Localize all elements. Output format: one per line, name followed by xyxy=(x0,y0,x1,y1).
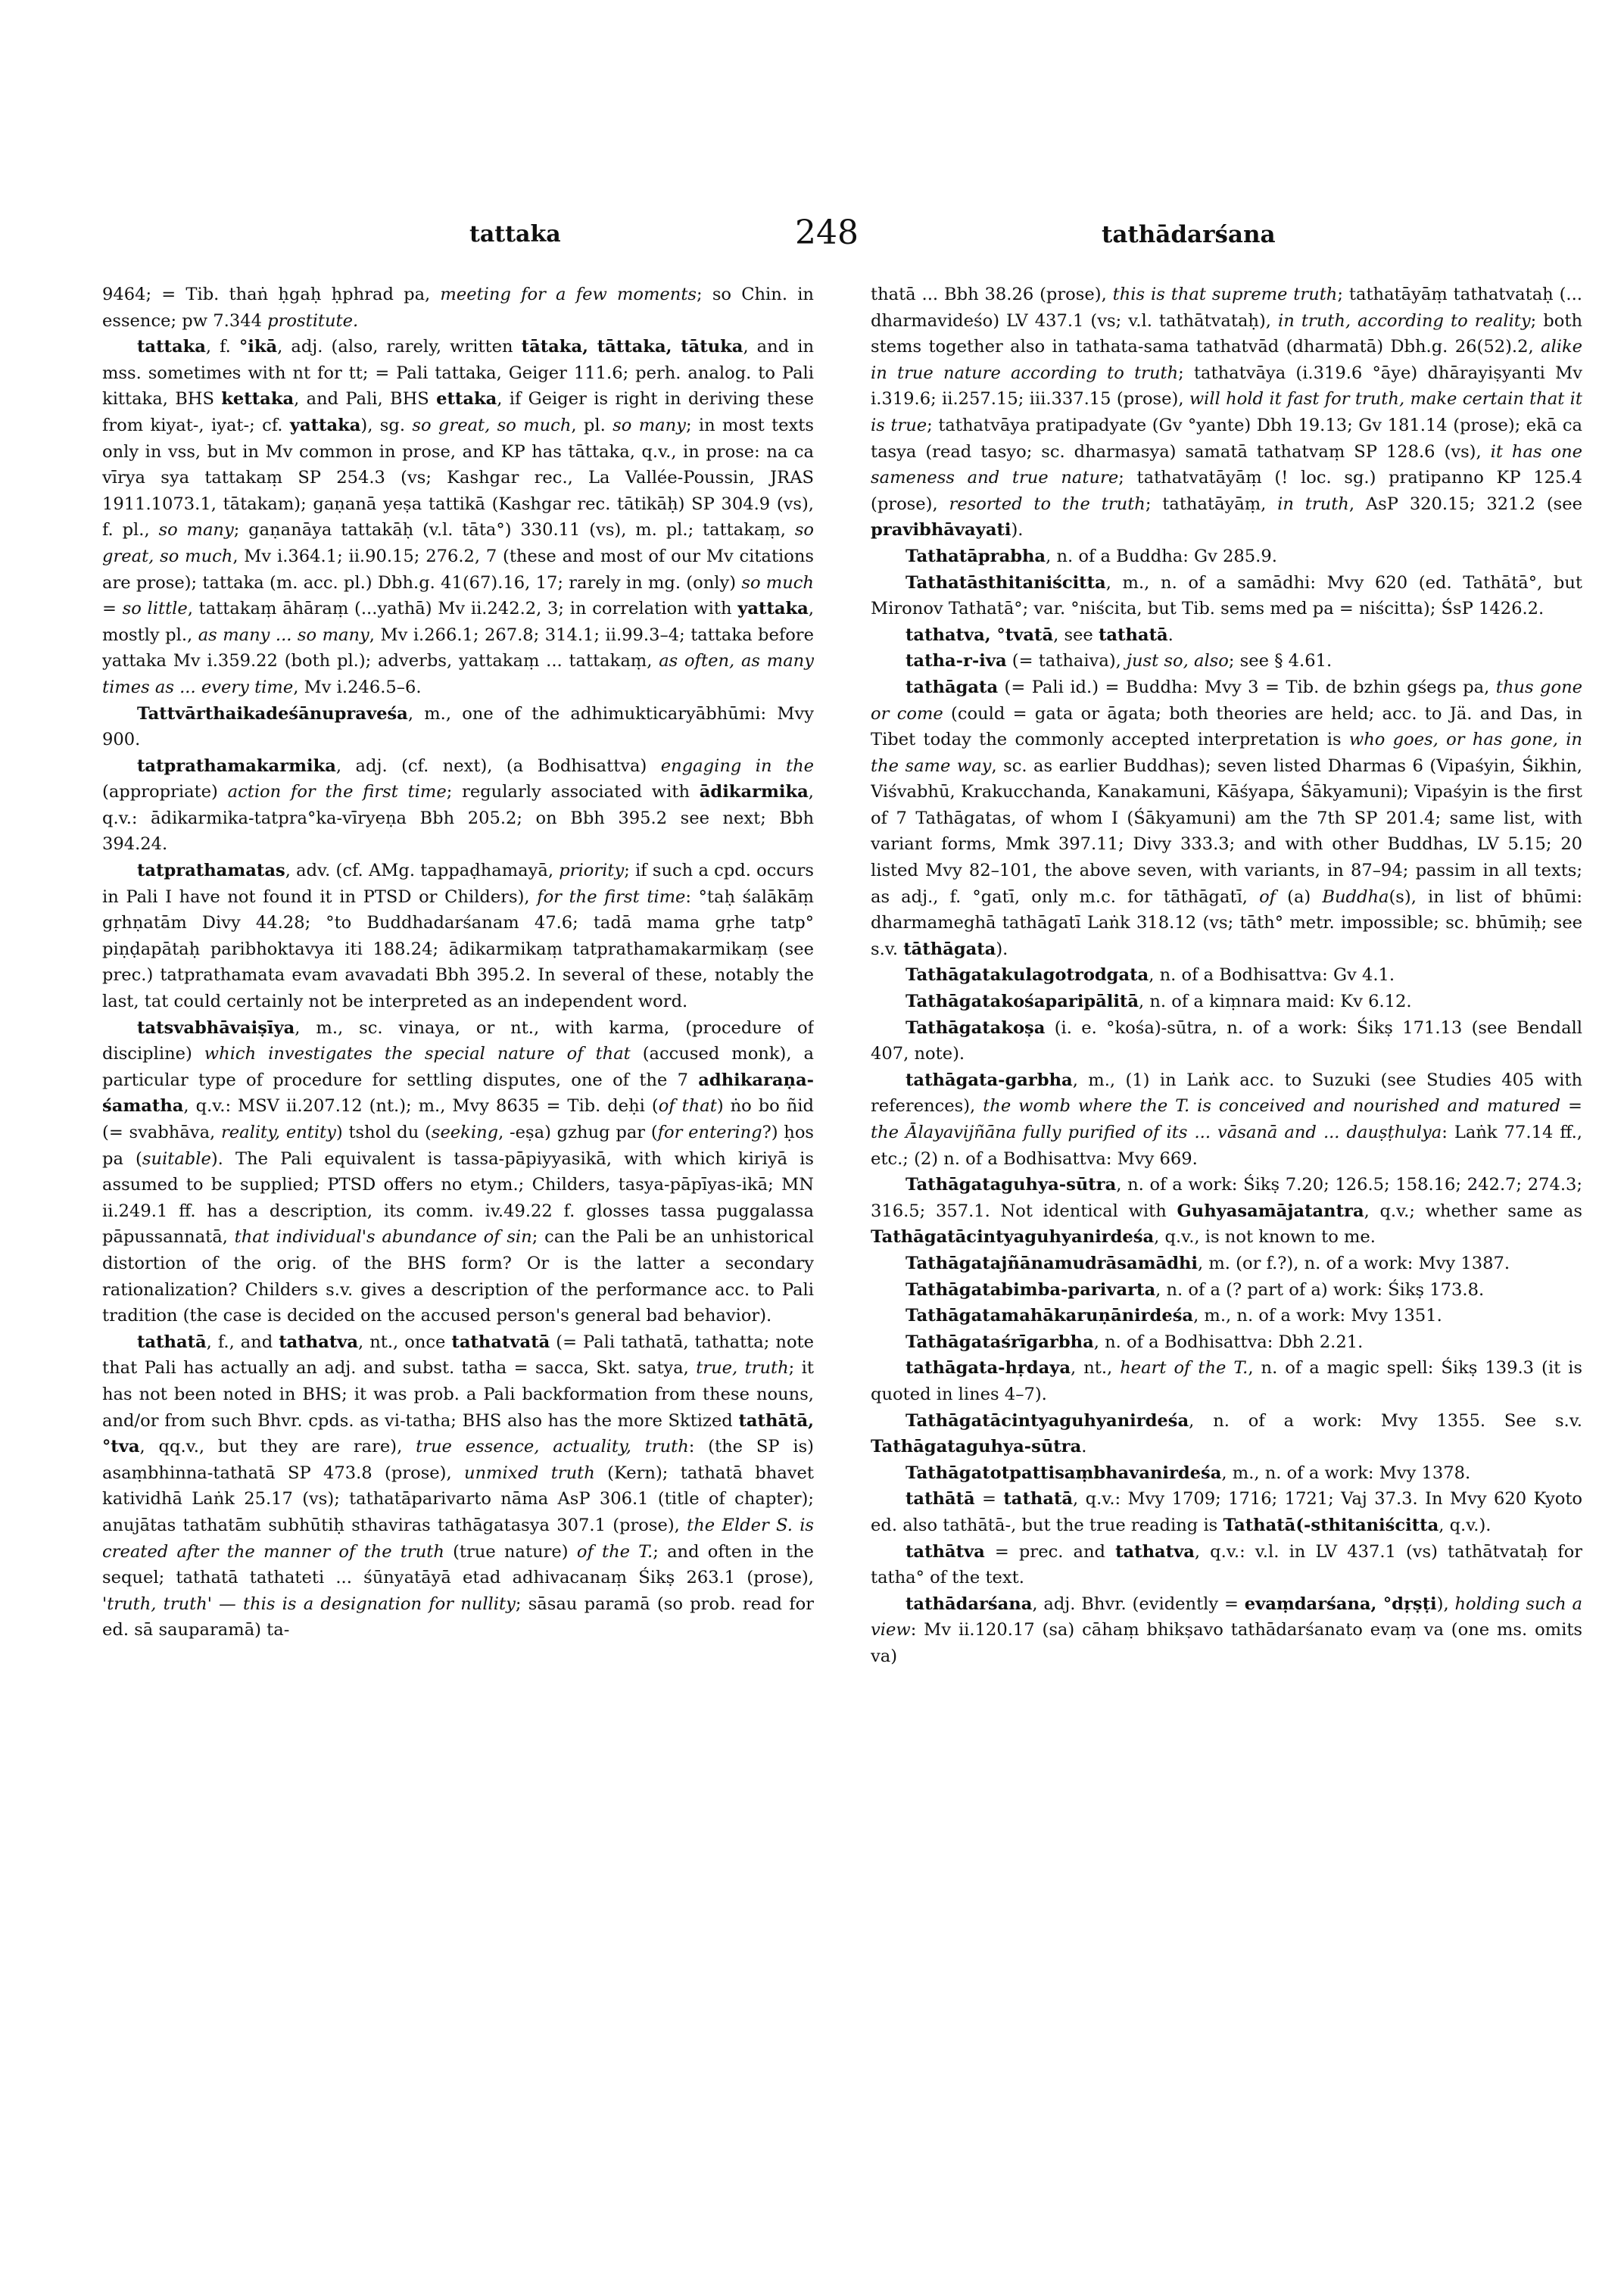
headword: tatha-r-iva xyxy=(906,651,1007,671)
entry-text: , Mv i.364.1; ii.90.15; 276.2, 7 (these and most of our Mv citations are prose); tattaka (m. acc. pl.) Dbh.g. 41(67).16, 17; rarely in mg. (only) xyxy=(102,546,814,593)
gloss: which investigates the special nature of that xyxy=(204,1044,631,1064)
entry-text: (true nature) xyxy=(444,1541,577,1562)
dictionary-entry xyxy=(871,675,1582,963)
gloss: unmixed truth xyxy=(464,1463,595,1483)
headword: Tathāgataguhya-sūtra xyxy=(871,1437,1082,1457)
entry-text: (Kern); tathatā bhavet katividhā Laṅk 25.17 (vs); tathatāparivarto nāma AsP 306.1 (title of chapter); anujātas tathatām subhūtiḥ sthaviras tathāgatasya 307.1 (prose), xyxy=(102,1463,814,1535)
entry-text: , n. of a (? part of a) work: Śikṣ 173.8. xyxy=(1155,1279,1485,1300)
gloss: so many xyxy=(613,415,686,435)
headword: tathatā xyxy=(1098,625,1168,645)
entry-text: ) tshol du ( xyxy=(335,1123,432,1142)
page-number: 248 xyxy=(795,213,859,252)
headword: tathatva xyxy=(279,1332,359,1352)
gloss: thus gone or come xyxy=(871,677,1582,724)
entry-text: ), sg. xyxy=(360,415,413,435)
gloss: of that xyxy=(658,1096,717,1117)
gloss: 'truth, truth' — this is a designation for nullity xyxy=(102,1594,516,1614)
dictionary-entry xyxy=(871,1591,1582,1670)
dictionary-entry xyxy=(102,1329,814,1643)
dictionary-entry xyxy=(871,1460,1582,1487)
dictionary-entry xyxy=(871,1067,1582,1172)
entry-text: , n. of a Bodhisattva: Dbh 2.21. xyxy=(1093,1332,1364,1352)
headword: tathāgata xyxy=(906,677,999,697)
entry-text: , qq.v., but they are rare), xyxy=(139,1437,416,1457)
entry-text: (= Pali tathatā, tathatta; note that Pali has actually an adj. and subst. tatha = sacca, Skt. satya, xyxy=(102,1332,814,1379)
gloss: reality, entity xyxy=(220,1123,336,1142)
entry-text: ; gaṇanāya tattakāḥ (v.l. tāta°) 330.11 (vs), m. pl.; tattakaṃ, xyxy=(233,520,795,541)
gloss: resorted to the truth xyxy=(949,494,1146,514)
headword: Tathāgatācintyaguhyanirdeśa xyxy=(871,1227,1155,1248)
right-column xyxy=(871,282,1582,2220)
gloss: so great, so much xyxy=(102,520,814,566)
entry-text: , n. of a kiṃnara maid: Kv 6.12. xyxy=(1139,992,1412,1012)
entry-text: , m., sc. vinaya, or nt., with karma, (procedure of discipline) xyxy=(102,1017,814,1064)
gloss: seeking xyxy=(431,1123,499,1142)
entry-text: . xyxy=(1167,625,1174,645)
gloss: true, truth xyxy=(696,1358,789,1379)
entry-text: ). The Pali equivalent is tassa-pāpiyyasikā, with which kiriyā is assumed to be supplied; PTSD offers no etym.; Childers, tasya-pāpīyas-ikā; MN ii.249.1 ff. has a description, its comm. iv.49.22 f. glosses tassa puggalassa pāpussannatā, xyxy=(102,1148,814,1248)
entry-text: , f. xyxy=(205,337,239,357)
dictionary-entry xyxy=(871,1539,1582,1591)
gloss: action for the first time xyxy=(227,782,447,802)
headword: evaṃdarśana, °dṛṣṭi xyxy=(1244,1594,1437,1614)
headword: Guhyasamājatantra xyxy=(1177,1201,1364,1221)
gloss: who goes, or has gone, in the same way xyxy=(871,730,1582,776)
gloss: engaging in the xyxy=(660,756,814,776)
headword: tathādarśana xyxy=(906,1594,1033,1614)
dictionary-entry xyxy=(102,334,814,700)
dictionary-entry xyxy=(871,544,1582,570)
dictionary-entry xyxy=(871,1015,1582,1067)
entry-text: , q.v.: Mvy 1709; 1716; 1721; Vaj 37.3. In Mvy 620 Kyoto ed. also tathātā-, but the true reading is xyxy=(871,1489,1582,1535)
gloss: for the first time xyxy=(537,886,686,907)
entry-text: ; tathatāyāṃ tathatvataḥ (... dharmavideśo) LV 437.1 (vs; v.l. tathātvataḥ), xyxy=(871,285,1582,331)
headword: tathatva xyxy=(1115,1541,1195,1562)
entry-text: , Mv i.266.1; 267.8; 314.1; ii.99.3–4; tattaka before yattaka Mv i.359.22 (both pl.); adverbs, yattakaṃ ... tattakaṃ, xyxy=(102,625,814,671)
headword: tathatā xyxy=(1003,1489,1074,1509)
entry-text: ) ṅo bo ñid (= svabhāva, xyxy=(102,1096,814,1142)
entry-text: , adj. (also, rarely, written xyxy=(277,337,522,357)
gloss: of the T. xyxy=(576,1541,653,1562)
entry-text: , m., n. of a work: Mvy 1351. xyxy=(1193,1306,1442,1326)
headword: tathāgata-garbha xyxy=(906,1070,1073,1090)
entry-text: , adj. Bhvr. (evidently = xyxy=(1032,1594,1245,1614)
headword: Tathāgatakośaparipālitā xyxy=(906,992,1139,1012)
entry-text: , m., one of the adhimukticaryābhūmi: Mvy 900. xyxy=(102,703,814,750)
entry-text: ; both stems together also in tathata-sama tathatvād (dharmatā) Dbh.g. 26(52).2, xyxy=(871,310,1582,357)
gloss: in truth, according to reality xyxy=(1278,310,1531,331)
dictionary-entry xyxy=(871,962,1582,989)
entry-text: 9464; = Tib. thaṅ ḥgaḥ ḥphrad pa, xyxy=(102,285,441,304)
entry-text: , nt., xyxy=(1071,1358,1121,1379)
entry-text: (= tathaiva), xyxy=(1006,651,1127,671)
entry-text: thatā ... Bbh 38.26 (prose), xyxy=(871,285,1113,304)
dictionary-entry xyxy=(871,622,1582,649)
headword: Tattvārthaikadeśānupraveśa xyxy=(137,703,408,724)
entry-text: , pl. xyxy=(571,415,613,435)
entry-text: ; regularly associated with xyxy=(446,782,700,802)
running-head-right: tathādarśana xyxy=(1102,221,1276,248)
headword: Tathatāsthitaniścitta xyxy=(906,572,1106,593)
dictionary-entry xyxy=(871,1277,1582,1304)
entry-text: , n. of a work: Mvy 1355. See s.v. xyxy=(1189,1410,1582,1431)
entry-text: , nt., once xyxy=(358,1332,452,1352)
entry-text: , f., and xyxy=(206,1332,279,1352)
headword: tāthāgata xyxy=(903,939,996,959)
gloss: will hold it fast for truth, make certain that it is true xyxy=(871,389,1582,435)
gloss: as often, as many times as ... every time xyxy=(102,651,814,697)
entry-text: = prec. and xyxy=(984,1541,1116,1562)
entry-text: ; it has not been noted in BHS; it was prob. a Pali backformation from these nouns, and/or from such Bhvr. cpds. as vi-tatha; BHS also has the more Sktized xyxy=(102,1358,814,1431)
gloss: the Elder S. is created after the manner of the truth xyxy=(102,1515,814,1562)
entry-text: , n. of a Buddha: Gv 285.9. xyxy=(1046,546,1277,566)
gloss: Buddha xyxy=(1322,886,1389,907)
entry-text: , m. (or f.?), n. of a work: Mvy 1387. xyxy=(1198,1253,1510,1273)
entry-text: , n. of a magic spell: Śikṣ 139.3 (it is quoted in lines 4–7). xyxy=(871,1358,1582,1404)
gloss: in truth xyxy=(1277,494,1349,514)
headword: tattaka xyxy=(137,337,206,357)
headword: Tathatā(-sthitaniścitta xyxy=(1223,1515,1439,1535)
entry-text: , q.v.: MSV ii.207.12 (nt.); m., Mvy 8635 = Tib. deḥi ( xyxy=(183,1096,659,1117)
gloss: that individual's abundance of sin xyxy=(234,1227,532,1248)
left-column xyxy=(102,282,814,2220)
entry-text: ; tathatvatāyāṃ (! loc. sg.) pratipanno KP 125.4 (prose), xyxy=(871,468,1582,514)
entry-text: , see xyxy=(1053,625,1099,645)
entry-text: = xyxy=(974,1489,1004,1509)
entry-text: ; in most texts only in vss, but in Mv common in prose, and KP has tāttaka, q.v., in prose: na ca vīrya sya tattakaṃ SP 254.3 (vs; Kashgar rec., La Vallée-Poussin, JRAS 1911.1073.1, tātakam); gaṇanā yeṣa tattikā (Kashgar rec. tātikāḥ) SP 304.9 (vs), f. pl., xyxy=(102,415,814,541)
headword: kettaka xyxy=(221,389,295,410)
entry-text: : Laṅk 77.14 ff., etc.; (2) n. of a Bodhisattva: Mvy 669. xyxy=(871,1123,1582,1169)
entry-text: . xyxy=(1081,1437,1087,1457)
entry-text: , Mv i.246.5–6. xyxy=(293,677,422,697)
dictionary-entry xyxy=(871,570,1582,622)
continued-entry xyxy=(871,282,1582,544)
dictionary-entry xyxy=(871,989,1582,1015)
headword: pravibhāvayati xyxy=(871,520,1011,541)
dictionary-entry xyxy=(871,1355,1582,1407)
gloss: holding such a view xyxy=(871,1594,1582,1640)
gloss: just so, also xyxy=(1127,651,1229,671)
headword: tātaka, tāttaka, tātuka xyxy=(521,337,743,357)
entry-text: , adv. (cf. AMg. tappaḍhamayā, xyxy=(285,861,560,881)
entry-text: ; sāsau paramā (so prob. read for ed. sā sauparamā) ta- xyxy=(102,1594,814,1640)
headword: tatprathamakarmika xyxy=(137,756,336,776)
gloss: of xyxy=(1259,886,1276,907)
running-head-left: tattaka xyxy=(469,221,561,248)
headword: tathātā xyxy=(906,1489,975,1509)
headword: tatsvabhāvaiṣīya xyxy=(137,1017,295,1038)
entry-text: ; see § 4.61. xyxy=(1228,651,1333,671)
dictionary-entry xyxy=(871,1486,1582,1538)
gloss: so many xyxy=(158,520,234,541)
gloss: for entering xyxy=(657,1123,762,1142)
gloss: so much = so little xyxy=(102,572,814,619)
entry-text: ; tathatāyāṃ, xyxy=(1145,494,1278,514)
headword: yattaka xyxy=(737,599,809,619)
entry-text: ). xyxy=(1011,520,1024,541)
headword: adhikaraṇa-śamatha xyxy=(102,1070,814,1117)
headword: tatprathamatas xyxy=(137,861,285,881)
entry-text: , n. of a Bodhisattva: Gv 4.1. xyxy=(1149,965,1395,986)
headword: Tathāgataguhya-sūtra xyxy=(906,1175,1117,1195)
dictionary-entry xyxy=(871,1303,1582,1329)
headword: Tathāgatācintyaguhyanirdeśa xyxy=(906,1410,1189,1431)
headword: Tathāgatamahākaruṇānirdeśa xyxy=(906,1306,1194,1326)
entry-text: ). xyxy=(996,939,1008,959)
dictionary-entry xyxy=(102,1015,814,1329)
entry-text: , and in mss. sometimes with nt for tt; = Pali tattaka, Geiger 111.6; perh. analog. to Pali kittaka, BHS xyxy=(102,337,814,410)
entry-text: (s), in list of bhūmi: dharmameghā tathāgatī Laṅk 318.12 (vs; tāth° metr. impossible; sc. bhūmiḥ; see s.v. xyxy=(871,886,1582,959)
dictionary-entry xyxy=(871,1329,1582,1356)
entry-text: ; so Chin. in essence; pw 7.344 xyxy=(102,285,814,331)
headword: °ikā xyxy=(238,337,278,357)
dictionary-entry xyxy=(102,701,814,753)
entry-text: ; tathatvāya (i.319.6 °āye) dhārayiṣyanti Mv i.319.6; ii.257.15; iii.337.15 (prose), xyxy=(871,363,1582,410)
entry-text: , m., (1) in Laṅk acc. to Suzuki (see Studies 405 with references), xyxy=(871,1070,1582,1117)
entry-text: (accused monk), a particular type of procedure for settling disputes, one of the 7 xyxy=(102,1044,814,1090)
headword: Tathāgatakulagotrodgata xyxy=(906,965,1149,986)
entry-text: ; and often in the sequel; tathatā tathateti ... śūnyatāyā etad adhivacanaṃ Śikṣ 263.1 (prose), xyxy=(102,1541,814,1588)
headword: ādikarmika xyxy=(699,782,809,802)
dictionary-entry xyxy=(102,753,814,858)
headword: Tathatāprabha xyxy=(906,546,1046,566)
entry-text: , n. of a work: Śikṣ 7.20; 126.5; 158.16; 242.7; 274.3; 316.5; 357.1. Not identical with xyxy=(871,1175,1582,1221)
headword: yattaka xyxy=(289,415,361,435)
gloss: prostitute. xyxy=(267,310,359,331)
entry-text: : Mv ii.120.17 (sa) cāhaṃ bhikṣavo tathādarśanato evaṃ va (one ms. omits va) xyxy=(871,1620,1582,1666)
entry-text: , mostly pl., xyxy=(102,599,814,645)
headword: tathatva, °tvatā xyxy=(906,625,1054,645)
entry-text: ?) ḥos pa ( xyxy=(102,1123,814,1169)
entry-text: ; tathatvāya pratipadyate (Gv °yante) Dbh 19.13; Gv 181.14 (prose); ekā ca tasya (read tasyo; sc. dharmasya) samatā tathatvaṃ SP 128.6 (vs), xyxy=(871,415,1582,462)
headword: tathāgata-hṛdaya xyxy=(906,1358,1071,1379)
gloss: alike in true nature according to truth xyxy=(871,337,1582,383)
headword: Tathāgatotpattisaṃbhavanirdeśa xyxy=(906,1463,1222,1483)
headword: tathātva xyxy=(906,1541,985,1562)
entry-text: , AsP 320.15; 321.2 (see xyxy=(1348,494,1582,514)
entry-text: (= Pali id.) = Buddha: Mvy 3 = Tib. de bzhin gśegs pa, xyxy=(998,677,1496,697)
entry-text: , m., n. of a work: Mvy 1378. xyxy=(1221,1463,1471,1483)
entry-text: , and Pali, BHS xyxy=(294,389,437,410)
entry-text: ), xyxy=(1436,1594,1455,1614)
headword: Tathāgatajñānamudrāsamādhi xyxy=(906,1253,1199,1273)
gloss: true essence, actuality, truth xyxy=(416,1437,689,1457)
entry-text: , q.v.: ādikarmika-tatpra°ka-vīryeṇa Bbh 205.2; on Bbh 395.2 see next; Bbh 394.24. xyxy=(102,782,814,855)
entry-text: ; if such a cpd. occurs in Pali I have not found it in PTSD or Childers), xyxy=(102,861,814,907)
entry-text: (could = gata or āgata; both theories are held; acc. to Jä. and Das, in Tibet today the commonly accepted interpretation is xyxy=(871,703,1582,750)
gloss: the womb where the T. is conceived and nourished and matured = the Ālayavijñāna fully purified of its ... vāsanā and ... dauṣṭhulya xyxy=(871,1096,1582,1142)
gloss: suitable xyxy=(142,1148,211,1169)
gloss: this is that supreme truth xyxy=(1112,285,1338,304)
dictionary-entry xyxy=(102,858,814,1015)
gloss: heart of the T. xyxy=(1120,1358,1248,1379)
entry-text: , adj. (cf. next), (a Bodhisattva) xyxy=(335,756,661,776)
entry-text: ; can the Pali be an unhistorical distortion of the orig. of the BHS form? Or is the latter a secondary rationalization? Childers s.v. gives a description of the performance acc. to Pali tradition (the case is decided on the accused person's general bad behavior). xyxy=(102,1227,814,1326)
entry-text: , q.v.: v.l. in LV 437.1 (vs) tathātvataḥ for tatha° of the text. xyxy=(871,1541,1582,1588)
dictionary-entry xyxy=(871,648,1582,675)
dictionary-entry xyxy=(871,1172,1582,1251)
headword: tathātā, °tva xyxy=(102,1410,814,1457)
gloss: priority xyxy=(559,861,625,881)
gloss: as many ... so many xyxy=(198,625,369,645)
headword: Tathāgatabimba-parivarta xyxy=(906,1279,1156,1300)
continued-entry xyxy=(102,282,814,334)
entry-text: , if Geiger is right in deriving these from kiyat-, iyat-; cf. xyxy=(102,389,814,435)
gloss: meeting for a few moments xyxy=(440,285,697,304)
entry-text: (a) xyxy=(1276,886,1323,907)
entry-text: , -eṣa) gzhug par ( xyxy=(498,1123,658,1142)
entry-text: , q.v., is not known to me. xyxy=(1154,1227,1376,1248)
entry-text: , sc. as earlier Buddhas); seven listed Dharmas 6 (Vipaśyin, Śikhin, Viśvabhū, Krakucchanda, Kanakamuni, Kāśyapa, Śākyamuni); Vipaśyin is the first of 7 Tathāgatas, of whom I (Śākyamuni) am the 7th SP 201.4; same list, with variant forms, Mmk 397.11; Divy 333.3; and with other Buddhas, LV 5.15; 20 listed Mvy 82–101, the above seven, with variants, in 87–94; passim in all texts; as adj., f. °gatī, only m.c. for tāthāgatī, xyxy=(871,756,1582,907)
entry-text: , q.v.). xyxy=(1439,1515,1492,1535)
headword: Tathāgataśrīgarbha xyxy=(906,1332,1094,1352)
dictionary-entry xyxy=(871,1408,1582,1460)
dictionary-entry xyxy=(871,1251,1582,1277)
entry-text: (appropriate) xyxy=(102,782,228,802)
entry-text: , q.v.; whether same as xyxy=(1364,1201,1582,1221)
headword: tathatā xyxy=(137,1332,207,1352)
entry-text: , m., n. of a samādhi: Mvy 620 (ed. Tathātā°, but Mironov Tathatā°; var. °niścita, but Tib. sems med pa = niścitta); ŚsP 1426.2. xyxy=(871,572,1582,619)
gloss: so great, so much xyxy=(412,415,572,435)
entry-text: : (the SP is) asaṃbhinna-tathatā SP 473.8 (prose), xyxy=(102,1437,814,1483)
entry-text: : °taḥ śalākāṃ gṛhṇatām Divy 44.28; °to Buddhadarśanam 47.6; tadā mama gṛhe tatp° piṇḍapātaḥ paribhoktavya iti 188.24; ādikarmikaṃ tatprathamakarmikaṃ (see prec.) tatprathamata evam avavadati Bbh 395.2. In several of these, notably the last, tat could certainly not be interpreted as an independent word. xyxy=(102,886,814,1012)
entry-text: , tattakaṃ āhāraṃ (...yathā) Mv ii.242.2, 3; in correlation with xyxy=(187,599,738,619)
gloss: it has one sameness and true nature xyxy=(871,441,1582,488)
headword: Tathāgatakoṣa xyxy=(906,1017,1046,1038)
headword: ettaka xyxy=(436,389,497,410)
entry-text: (i. e. °kośa)-sūtra, n. of a work: Śikṣ 171.13 (see Bendall 407, note). xyxy=(871,1017,1582,1064)
headword: tathatvatā xyxy=(451,1332,550,1352)
